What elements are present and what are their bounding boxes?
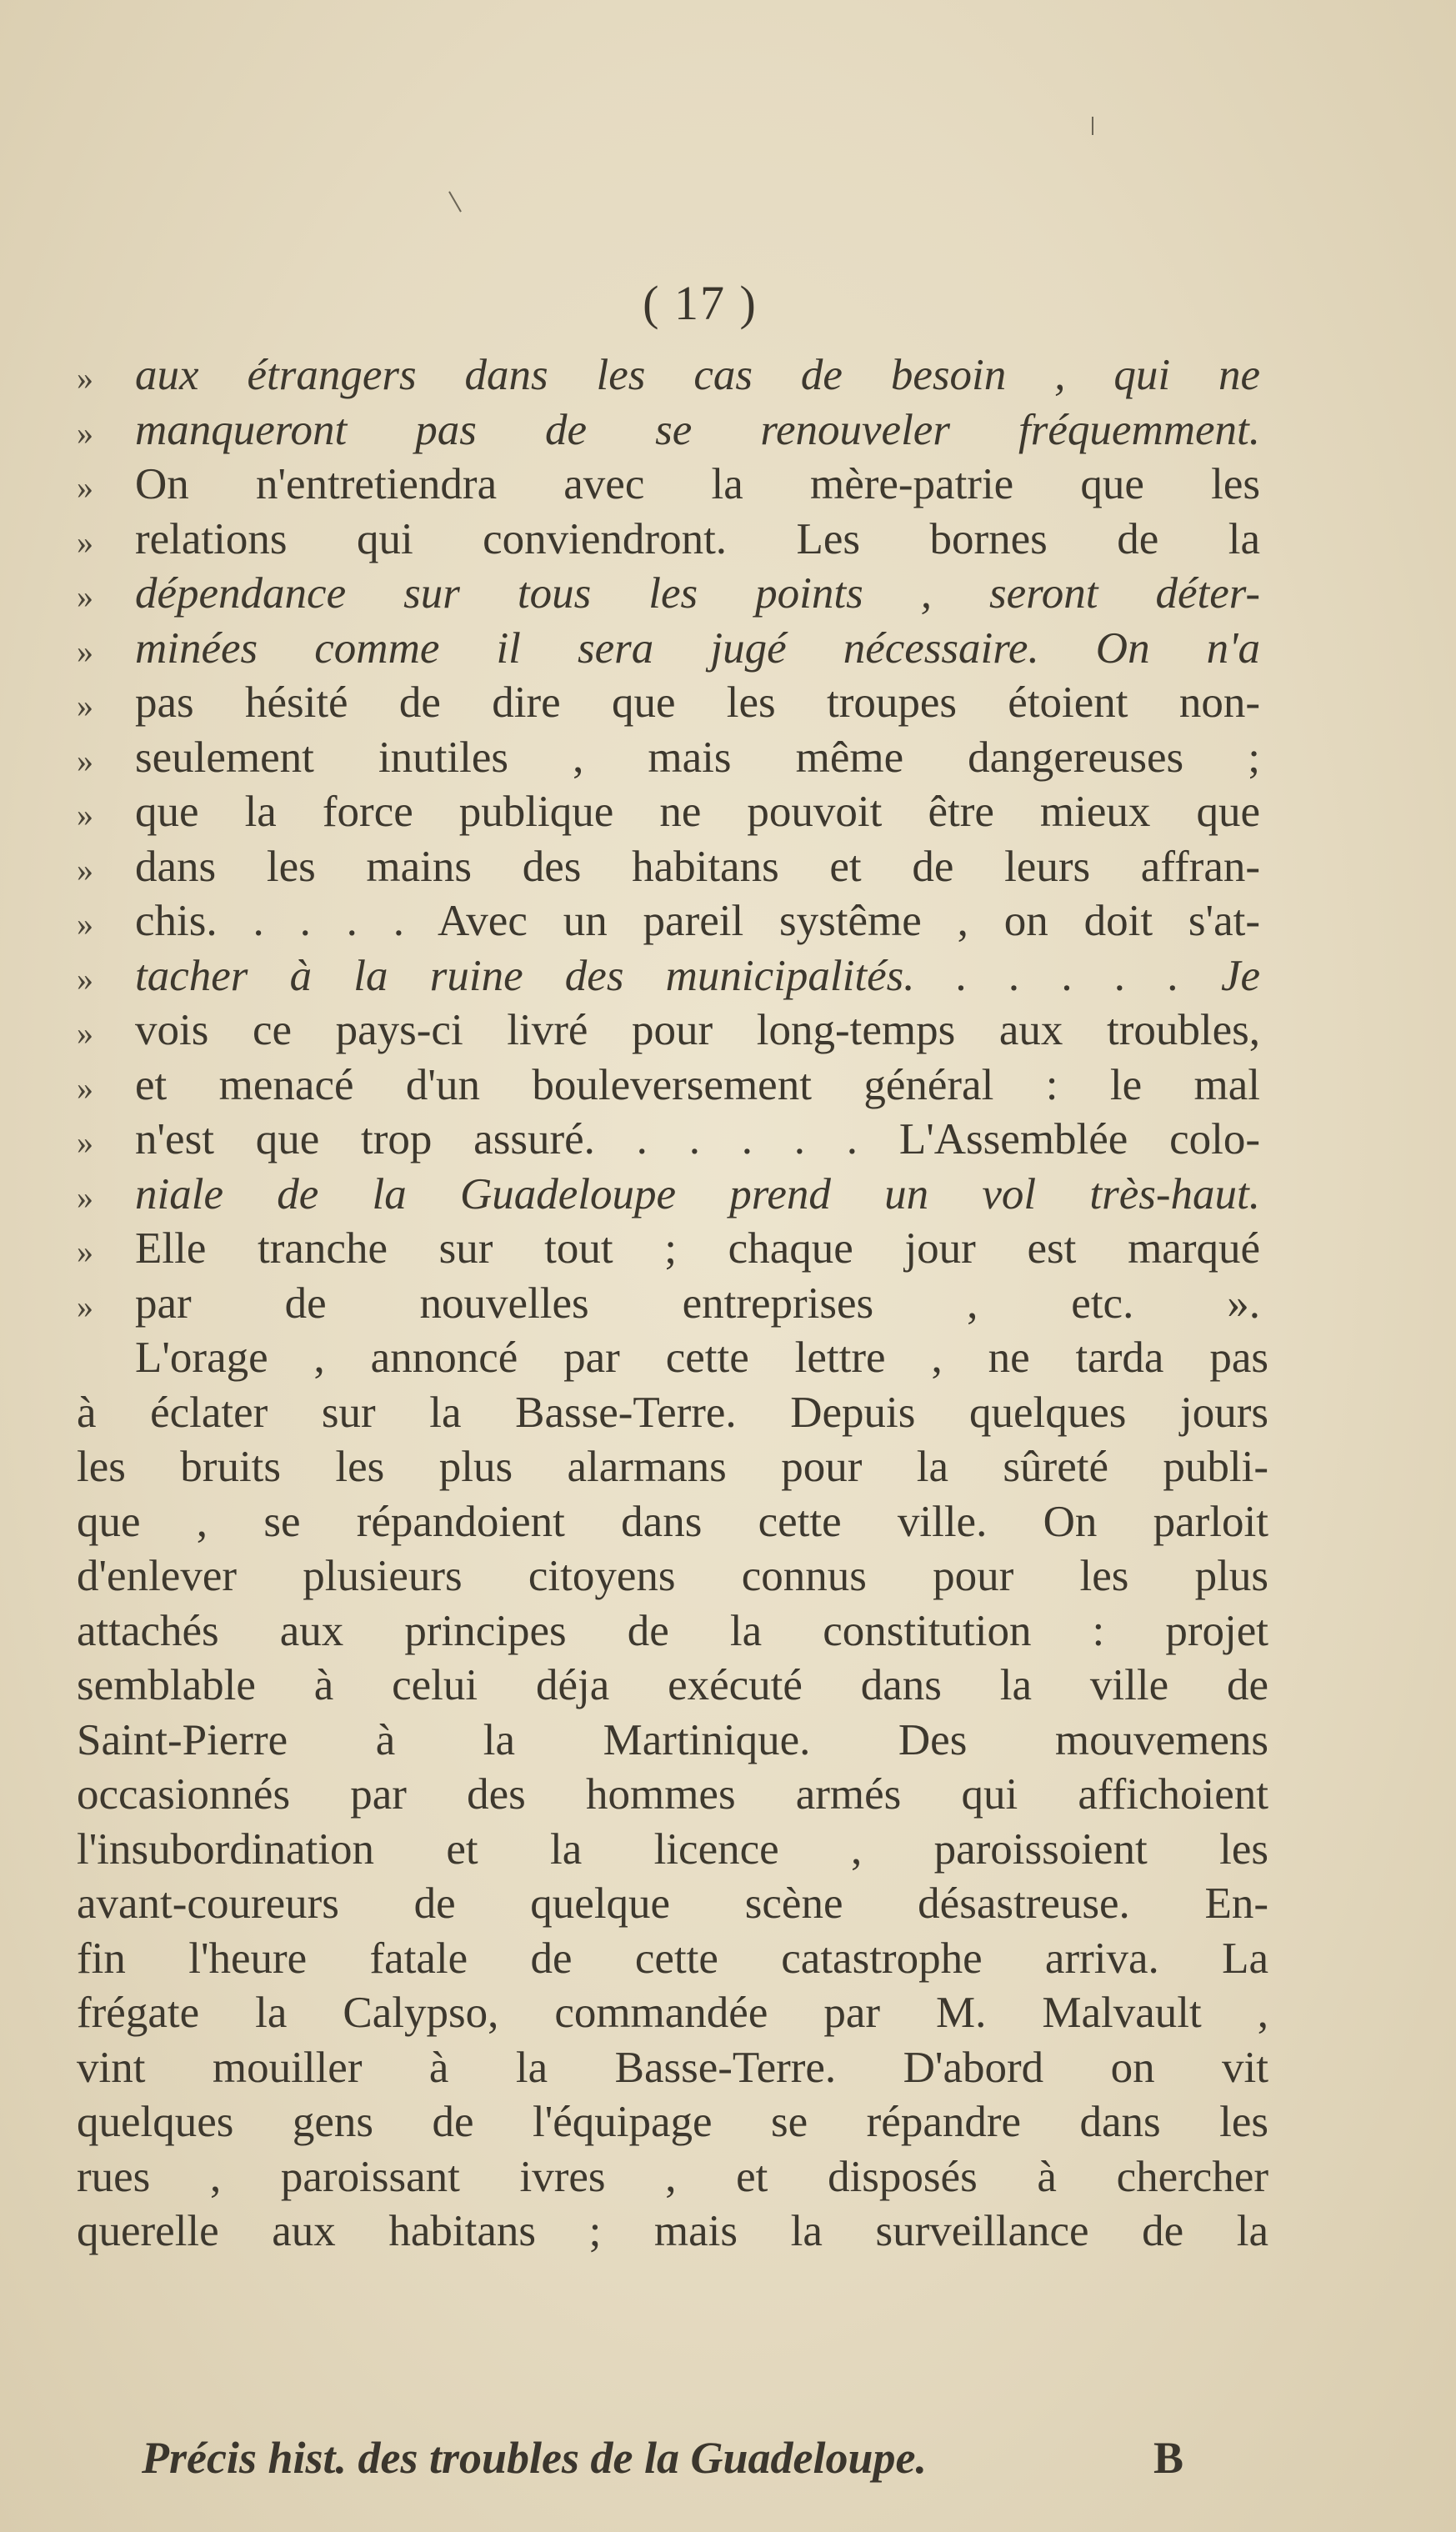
footer-signature-line [142, 2432, 1183, 2484]
paragraph-line: semblable à celui déja exécuté dans la ville de [77, 1661, 1268, 1709]
quote-mark: » [77, 959, 93, 998]
quoted-line [77, 513, 1260, 568]
line-text: Elle tranche sur tout ; chaque jour est marqué [135, 1224, 1260, 1273]
signature-mark: B [1153, 2433, 1183, 2483]
quoted-line [77, 894, 1260, 949]
quote-mark: » [77, 468, 93, 506]
quoted-line [77, 1277, 1260, 1332]
quote-mark: » [77, 905, 93, 943]
quoted-line [77, 1113, 1260, 1168]
line-text: niale de la Guadeloupe prend un vol très-haut. [135, 1169, 1260, 1218]
paragraph-line: querelle aux habitans ; mais la surveillance de la [77, 2207, 1268, 2255]
quoted-line [77, 785, 1260, 840]
quoted-line [77, 1003, 1260, 1058]
line-text: relations qui conviendront. Les bornes de la [135, 514, 1260, 563]
line-text: tacher à la ruine des municipalités. . . . . . Je [135, 951, 1260, 1000]
quote-mark: » [77, 523, 93, 561]
line-text: chis. . . . . Avec un pareil systême , on doit s'at- [135, 897, 1260, 945]
line-text: seulement inutiles , mais même dangereuses ; [135, 733, 1260, 782]
quote-mark: » [77, 796, 93, 833]
line-text: dépendance sur tous les points , seront déter- [135, 569, 1260, 618]
quoted-line [77, 731, 1260, 786]
paragraph-line: fin l'heure fatale de cette catastrophe arriva. La [77, 1934, 1268, 1983]
paper-speck [1092, 117, 1093, 135]
quote-mark: » [77, 578, 93, 615]
paragraph-line: l'insubordination et la licence , paroissoient les [77, 1824, 1268, 1874]
paragraph [77, 1331, 1268, 2259]
paragraph-line: quelques gens de l'équipage se répandre dans les [77, 2098, 1268, 2146]
paragraph-line: que , se répandoient dans cette ville. On parloit [77, 1497, 1268, 1546]
quote-mark: » [77, 359, 93, 397]
paper-speck [448, 191, 462, 212]
paragraph-line: vint mouiller à la Basse-Terre. D'abord on vit [77, 2043, 1268, 2092]
quote-mark: » [77, 1123, 93, 1161]
quoted-letter [77, 348, 1260, 1331]
quote-mark: » [77, 741, 93, 779]
quote-mark: » [77, 850, 93, 888]
quote-mark: » [77, 413, 93, 452]
quoted-line [77, 348, 1260, 403]
paragraph-line: attachés aux principes de la constitution : projet [77, 1606, 1268, 1655]
quoted-line [77, 949, 1260, 1004]
line-text: On n'entretiendra avec la mère-patrie que les [135, 460, 1260, 508]
quoted-line [77, 1222, 1260, 1277]
line-text: dans les mains des habitans et de leurs affran- [135, 842, 1260, 891]
line-text: manqueront pas de se renouveler fréquemment. [135, 405, 1260, 454]
quoted-line [77, 1168, 1260, 1223]
quoted-line [77, 622, 1260, 677]
line-text: par de nouvelles entreprises , etc. ». [135, 1279, 1260, 1328]
paragraph-line: Saint-Pierre à la Martinique. Des mouvemens [77, 1715, 1268, 1764]
quoted-line [77, 840, 1260, 895]
footer-title: Précis hist. des troubles de la Guadeloupe. [142, 2433, 927, 2483]
paragraph-line: les bruits les plus alarmans pour la sûreté publi- [77, 1443, 1268, 1491]
quoted-line [77, 567, 1260, 622]
paragraph-line: rues , paroissant ivres , et disposés à chercher [77, 2152, 1268, 2201]
quoted-line [77, 676, 1260, 731]
paragraph-line: L'orage , annoncé par cette lettre , ne tarda pas [135, 1334, 1268, 1382]
line-text: n'est que trop assuré. . . . . . L'Assemblée colo- [135, 1115, 1260, 1163]
quote-mark: » [77, 1287, 93, 1325]
line-text: pas hésité de dire que les troupes étoient non- [135, 678, 1260, 727]
quote-mark: » [77, 1233, 93, 1270]
quote-mark: » [77, 1014, 93, 1052]
quoted-line [77, 458, 1260, 513]
line-text: que la force publique ne pouvoit être mieux que [135, 788, 1260, 836]
line-text: aux étrangers dans les cas de besoin , qui ne [135, 351, 1260, 399]
paragraph-line: avant-coureurs de quelque scène désastreuse. En- [77, 1879, 1268, 1928]
quote-mark: » [77, 1068, 93, 1107]
paragraph-line: occasionnés par des hommes armés qui affichoient [77, 1770, 1268, 1819]
quote-mark: » [77, 632, 93, 670]
quote-mark: » [77, 687, 93, 724]
line-text: vois ce pays-ci livré pour long-temps aux troubles, [135, 1006, 1260, 1054]
line-text: minées comme il sera jugé nécessaire. On n'a [135, 623, 1260, 673]
paragraph-line: d'enlever plusieurs citoyens connus pour les plus [77, 1552, 1268, 1600]
paragraph-line: frégate la Calypso, commandée par M. Malvault , [77, 1989, 1268, 2037]
quote-mark: » [77, 1178, 93, 1216]
paragraph-line: à éclater sur la Basse-Terre. Depuis quelques jours [77, 1388, 1268, 1437]
page-number: ( 17 ) [643, 276, 758, 330]
body-text [77, 348, 1268, 2259]
line-text: et menacé d'un bouleversement général : le mal [135, 1060, 1260, 1109]
quoted-line [77, 403, 1260, 458]
quoted-line [77, 1058, 1260, 1113]
